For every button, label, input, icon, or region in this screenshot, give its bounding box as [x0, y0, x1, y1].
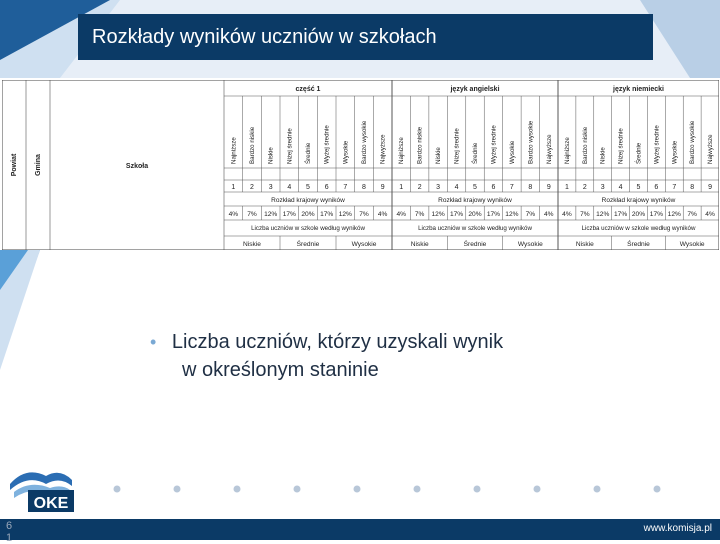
bullet-marker: • — [150, 332, 157, 352]
stanine-number: 3 — [436, 184, 441, 191]
stanine-label: Niżej średnie — [617, 128, 625, 164]
stanine-number: 9 — [708, 184, 713, 191]
stanine-percent: 12% — [505, 211, 519, 218]
stanine-label: Średnie — [305, 142, 312, 164]
stanine-number: 8 — [362, 184, 366, 191]
footer-bar — [0, 519, 720, 540]
section-header: część 1 — [295, 86, 321, 93]
stanine-number: 3 — [600, 184, 605, 191]
stanine-percent: 7% — [414, 211, 425, 218]
group-label: Niskie — [575, 241, 594, 248]
stanine-label: Wyżej średnie — [490, 125, 498, 164]
stanine-label: Bardzo wysokie — [689, 120, 697, 164]
stanine-percent: 12% — [338, 211, 352, 218]
stanine-percent: 17% — [649, 211, 663, 218]
row-header-szkola: Szkoła — [125, 163, 149, 170]
title-bar — [78, 14, 653, 60]
group-label: Średnie — [463, 241, 487, 248]
stanine-label: Niskie — [435, 147, 443, 164]
row-header-gmina: Gmina — [35, 154, 42, 176]
stanine-number: 6 — [654, 184, 659, 191]
stanine-number: 7 — [509, 184, 514, 191]
stanine-label: Niskie — [599, 147, 607, 164]
stanine-number: 1 — [399, 184, 404, 191]
stanine-number: 5 — [473, 184, 477, 191]
stanine-label: Najniższe — [563, 137, 571, 164]
stanine-number: 4 — [618, 184, 623, 191]
page-number-bottom: 1 — [6, 532, 13, 544]
stanine-percent: 20% — [301, 211, 315, 218]
stanine-number: 7 — [343, 184, 348, 191]
stanine-percent: 12% — [596, 211, 610, 218]
stanine-percent: 4% — [396, 211, 406, 218]
group-label: Wysokie — [517, 241, 543, 248]
stanine-label: Niżej średnie — [453, 128, 461, 164]
stanine-percent: 12% — [667, 211, 681, 218]
results-table-grid — [2, 80, 719, 250]
section-header: język angielski — [450, 86, 500, 93]
stanine-percent: 7% — [247, 211, 257, 218]
stanine-label: Wyżej średnie — [323, 125, 331, 164]
stanine-percent: 7% — [359, 211, 369, 218]
rozklad-label: Rozkład krajowy wyników — [438, 197, 512, 204]
section-header: język niemiecki — [613, 86, 664, 93]
stanine-label: Bardzo wysokie — [527, 120, 535, 164]
oke-logo — [6, 462, 76, 520]
stanine-percent: 4% — [705, 211, 715, 218]
stanine-label: Bardzo niskie — [581, 126, 589, 164]
stanine-label: Bardzo niskie — [416, 126, 424, 164]
stanine-number: 8 — [690, 184, 695, 191]
stanine-label: Średnie — [635, 142, 643, 164]
row-header-powiat: Powiat — [11, 153, 18, 177]
stanine-percent: 17% — [449, 211, 464, 218]
stanine-label: Niskie — [267, 147, 275, 164]
stanine-percent: 17% — [320, 211, 334, 218]
stanine-number: 7 — [672, 184, 677, 191]
stanine-number: 6 — [491, 184, 496, 191]
page-number-top: 6 — [6, 520, 13, 532]
stanine-label: Wysokie — [671, 140, 679, 164]
stanine-percent: 12% — [264, 211, 278, 218]
stanine-label: Niżej średnie — [286, 128, 294, 164]
rozklad-label: Rozkład krajowy wyników — [601, 197, 676, 204]
stanine-label: Wysokie — [508, 140, 516, 164]
stanine-label: Najwyższe — [379, 134, 387, 164]
stanine-number: 4 — [454, 184, 459, 191]
logo-text: OKE — [33, 495, 69, 512]
left-stripe-decoration — [0, 250, 60, 450]
stanine-label: Najwyższe — [545, 134, 553, 164]
stanine-label: Wysokie — [342, 140, 350, 164]
stanine-number: 9 — [380, 184, 385, 191]
stanine-percent: 4% — [228, 211, 239, 218]
stanine-percent: 4% — [377, 211, 388, 218]
bullet-text-line1: Liczba uczniów, którzy uzyskali wynik — [171, 331, 504, 353]
results-table — [2, 80, 719, 250]
stanine-percent: 4% — [562, 211, 572, 218]
stanine-number: 2 — [250, 184, 254, 191]
stanine-number: 3 — [268, 184, 273, 191]
group-label: Średnie — [627, 241, 650, 248]
stanine-percent: 7% — [525, 211, 536, 218]
liczba-label: Liczba uczniów w szkole według wyników — [418, 225, 532, 232]
stanine-number: 2 — [582, 184, 587, 191]
stanine-percent: 7% — [580, 211, 590, 218]
group-label: Średnie — [296, 241, 320, 248]
stanine-number: 1 — [564, 184, 569, 191]
bullet-item — [150, 328, 670, 356]
stanine-percent: 20% — [631, 211, 646, 218]
stanine-number: 5 — [306, 184, 310, 191]
stanine-number: 5 — [636, 184, 641, 191]
stanine-number: 4 — [287, 184, 292, 191]
footer-url: www.komisja.pl — [643, 523, 712, 534]
stanine-percent: 17% — [486, 211, 501, 218]
stanine-number: 6 — [324, 184, 329, 191]
stanine-percent: 12% — [431, 211, 445, 218]
page-number — [6, 520, 16, 544]
stanine-label: Najwyższe — [707, 134, 715, 164]
stanine-label: Najniższe — [230, 137, 238, 164]
rozklad-label: Rozkład krajowy wyników — [271, 197, 345, 204]
bullet-list — [150, 328, 670, 384]
stanine-label: Wyżej średnie — [653, 125, 661, 164]
bullet-continuation — [150, 356, 670, 384]
stanine-percent: 17% — [282, 211, 296, 218]
stanine-number: 1 — [231, 184, 236, 191]
slide-title: Rozkłady wyników uczniów w szkołach — [92, 26, 437, 48]
stanine-number: 2 — [417, 184, 422, 191]
stanine-label: Bardzo niskie — [249, 126, 256, 164]
dot-row-decoration — [112, 484, 672, 494]
stanine-percent: 17% — [614, 211, 628, 218]
group-label: Wysokie — [351, 241, 377, 248]
group-label: Niskie — [243, 241, 261, 248]
stanine-percent: 4% — [544, 211, 554, 218]
stanine-label: Średnie — [472, 142, 479, 164]
stanine-percent: 7% — [687, 211, 697, 218]
stanine-percent: 20% — [468, 211, 482, 218]
stanine-label: Bardzo wysokie — [361, 120, 368, 164]
group-label: Wysokie — [679, 241, 705, 248]
group-label: Niskie — [410, 241, 429, 248]
stanine-number: 8 — [528, 184, 533, 191]
stanine-label: Najniższe — [398, 137, 406, 164]
stanine-number: 9 — [546, 184, 551, 191]
bullet-text-line2: w określonym staninie — [182, 359, 379, 381]
liczba-label: Liczba uczniów w szkole według wyników — [251, 225, 365, 232]
liczba-label: Liczba uczniów w szkole według wyników — [581, 225, 696, 232]
